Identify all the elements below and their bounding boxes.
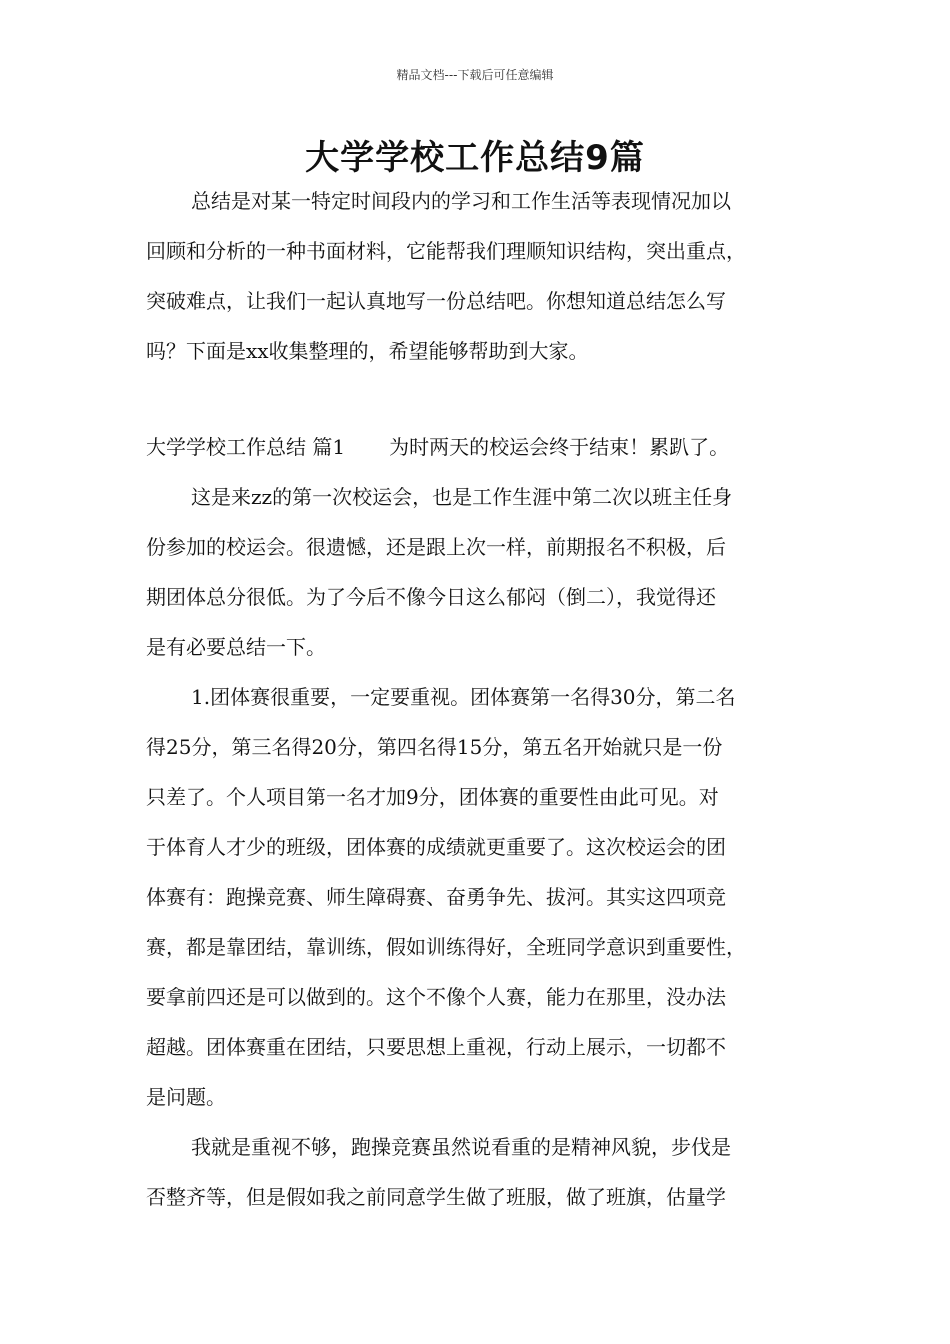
text-line: 是问题。 [146,1085,226,1109]
text-line: 回顾和分析的一种书面材料，它能帮我们理顺知识结构，突出重点， [146,239,746,263]
section-heading: 大学学校工作总结 篇1 [146,435,346,459]
text-line: 得25分，第三名得20分，第四名得15分，第五名开始就只是一份 [146,735,723,759]
intro-paragraph [146,176,826,376]
text-line: 1.团体赛很重要，一定要重视。团体赛第一名得30分，第二名 [191,685,736,709]
text-line: 赛，都是靠团结，靠训练，假如训练得好，全班同学意识到重要性， [146,935,746,959]
text-line: 否整齐等，但是假如我之前同意学生做了班服，做了班旗，估量学 [146,1185,726,1209]
text-line: 要拿前四还是可以做到的。这个不像个人赛，能力在那里，没办法 [146,985,726,1009]
text-line: 我就是重视不够，跑操竞赛虽然说看重的是精神风貌，步伐是 [191,1135,731,1159]
text-line: 期团体总分很低。为了今后不像今日这么郁闷（倒二），我觉得还 [146,585,716,609]
document-title: 大学学校工作总结9篇 [305,138,645,178]
text-line: 这是来zz的第一次校运会，也是工作生涯中第二次以班主任身 [191,485,733,509]
text-line: 突破难点，让我们一起认真地写一份总结吧。你想知道总结怎么写 [146,289,726,313]
page-header-watermark: 精品文档---下载后可任意编辑 [396,68,554,82]
text-line: 于体育人才少的班级，团体赛的成绩就更重要了。这次校运会的团 [146,835,726,859]
text-line: 总结是对某一特定时间段内的学习和工作生活等表现情况加以 [191,189,731,213]
text-line: 只差了。个人项目第一名才加9分，团体赛的重要性由此可见。对 [146,785,719,809]
text-line: 份参加的校运会。很遗憾，还是跟上次一样，前期报名不积极，后 [146,535,726,559]
section-lead-sentence: 为时两天的校运会终于结束！累趴了。 [389,435,730,459]
text-line: 体赛有：跑操竞赛、师生障碍赛、奋勇争先、拔河。其实这四项竞 [146,885,726,909]
section-1-heading-line [146,422,826,472]
text-line: 超越。团体赛重在团结，只要思想上重视，行动上展示，一切都不 [146,1035,726,1059]
section-1-body [146,472,826,1222]
text-line: 是有必要总结一下。 [146,635,326,659]
text-line: 吗？下面是xx收集整理的，希望能够帮助到大家。 [146,339,589,363]
